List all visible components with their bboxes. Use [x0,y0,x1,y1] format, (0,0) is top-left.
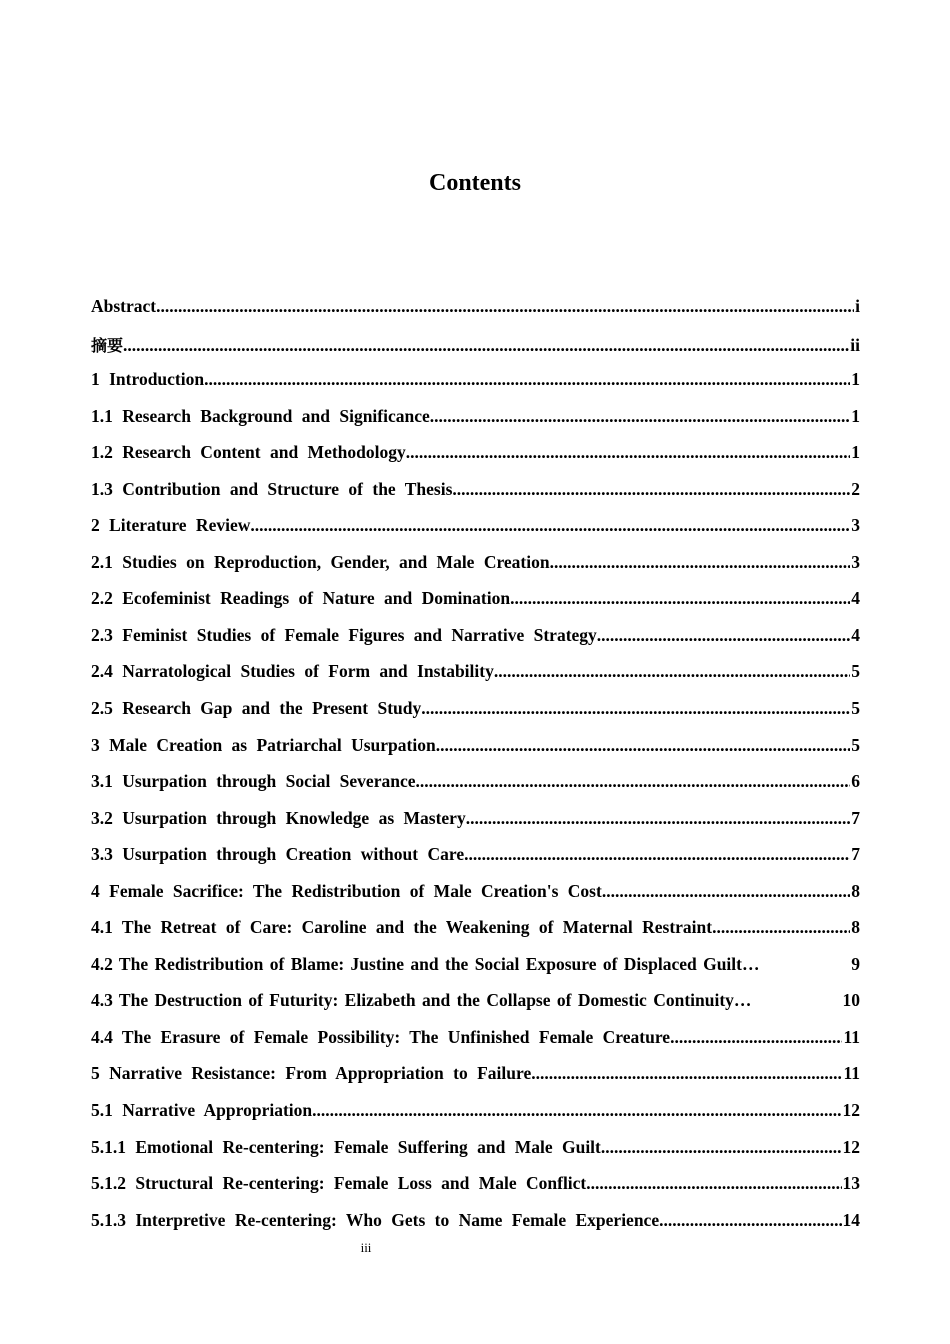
toc-entry-label: 5.1.3 Interpretive Re-centering: Who Gets to Name Female Experience [91,1209,660,1230]
toc-leader-dots [510,588,850,609]
toc-entry-label: 摘要 [91,335,124,355]
table-of-contents [91,296,860,1246]
toc-entry-label: 5.1.2 Structural Re-centering: Female Loss and Male Conflict [91,1173,587,1194]
toc-entry-page: 2 [851,478,860,499]
toc-entry-page: 5 [851,698,860,719]
toc-entry-page: 5 [851,661,860,682]
toc-leader-dots [601,1137,842,1158]
toc-entry-5-1[interactable] [91,1100,860,1137]
toc-entry-label: 2 Literature Review [91,515,251,536]
toc-entry-label: 4.1 The Retreat of Care: Caroline and the Weakening of Maternal Restraint [91,917,713,938]
toc-entry-label: 3.1 Usurpation through Social Severance [91,771,416,792]
toc-entry-4-4[interactable] [91,1027,860,1064]
toc-entry-page: 14 [842,1209,860,1230]
toc-entry-page: 8 [851,880,860,901]
toc-leader-dots [250,515,850,536]
toc-leader-dots [430,406,850,427]
toc-entry-page: 3 [851,515,860,536]
toc-entry-1-3[interactable] [91,479,860,516]
toc-entry-1-1[interactable] [91,406,860,443]
toc-entry-4-1[interactable] [91,917,860,954]
toc-entry-page: 6 [851,771,860,792]
toc-entry-page: i [855,296,860,316]
toc-entry-label: 4.4 The Erasure of Female Possibility: The Unfinished Female Creature [91,1026,671,1047]
toc-entry-page: 1 [851,405,860,426]
toc-entry-page: 8 [851,917,860,938]
toc-entry-1[interactable] [91,369,860,406]
toc-leader-dots [156,296,854,317]
page-title: Contents [428,170,521,196]
toc-entry-label: 5 Narrative Resistance: From Appropriation to Failure [91,1063,532,1084]
toc-leader-dots [602,881,850,902]
toc-entry-page: 11 [843,1026,860,1047]
toc-entry-3-1[interactable] [91,771,860,808]
toc-entry-label: 3 Male Creation as Patriarchal Usurpation [91,734,436,755]
toc-leader-dots [586,1173,841,1194]
toc-leader-dots [531,1063,842,1084]
toc-entry-label: 5.1.1 Emotional Re-centering: Female Suffering and Male Guilt [91,1136,601,1157]
toc-entry-2-3[interactable] [91,625,860,662]
toc-entry-2-4[interactable] [91,661,860,698]
toc-entry-page: 7 [851,844,860,865]
toc-entry-page: 3 [851,551,860,572]
toc-leader-dots [742,954,850,975]
toc-entry-label: 1 Introduction [91,369,205,390]
toc-entry-page: 12 [842,1100,860,1121]
toc-leader-dots [659,1210,841,1231]
toc-entry-label: 1.2 Research Content and Methodology [91,442,406,463]
toc-entry-5[interactable] [91,1063,860,1100]
page-number: iii [360,1240,372,1255]
toc-entry-label: 4.3 The Destruction of Futurity: Elizabeth and the Collapse of Domestic Continuity [91,990,734,1011]
toc-entry-2[interactable] [91,515,860,552]
toc-entry-page: ii [850,334,860,355]
toc-entry-4-2[interactable] [91,954,860,991]
toc-entry-label: 2.4 Narratological Studies of Form and Instability [91,661,494,682]
toc-entry-page: 10 [842,990,860,1011]
toc-entry-2-1[interactable] [91,552,860,589]
toc-entry-3-2[interactable] [91,808,860,845]
toc-entry-label: Abstract [91,296,157,316]
toc-leader-dots [436,735,851,756]
toc-entry-page: 4 [851,588,860,609]
toc-entry-label: 3.2 Usurpation through Knowledge as Mastery [91,807,466,828]
toc-entry-label: 4 Female Sacrifice: The Redistribution of Male Creation's Cost [91,880,602,901]
toc-entry-label: 2.2 Ecofeminist Readings of Nature and Domination [91,588,511,609]
toc-entry-page: 1 [851,369,860,390]
toc-entry-2-5[interactable] [91,698,860,735]
toc-entry-page: 4 [851,624,860,645]
toc-entry-label: 1.3 Contribution and Structure of the Thesis [91,478,453,499]
toc-entry-4-3[interactable] [91,990,860,1027]
toc-leader-dots [734,990,842,1011]
toc-entry-label: 2.5 Research Gap and the Present Study [91,698,422,719]
toc-entry-abstract[interactable] [91,296,860,333]
toc-entry-label: 2.1 Studies on Reproduction, Gender, and Male Creation [91,551,550,572]
toc-entry-label: 5.1 Narrative Appropriation [91,1100,313,1121]
toc-leader-dots [421,698,850,719]
toc-leader-dots [464,844,850,865]
toc-entry-page: 1 [851,442,860,463]
toc-entry-label: 4.2 The Redistribution of Blame: Justine and the Social Exposure of Displaced Guilt [91,953,742,974]
toc-leader-dots [415,771,850,792]
toc-leader-dots [712,917,850,938]
toc-entry-page: 11 [843,1063,860,1084]
toc-entry-label: 3.3 Usurpation through Creation without Care [91,844,465,865]
toc-leader-dots [204,369,850,390]
toc-leader-dots [312,1100,841,1121]
toc-entry-label: 1.1 Research Background and Significance [91,405,430,426]
toc-entry-chinese-abstract[interactable] [91,333,860,370]
toc-entry-3-3[interactable] [91,844,860,881]
toc-leader-dots [670,1027,842,1048]
toc-entry-5-1-2[interactable] [91,1173,860,1210]
toc-entry-page: 13 [842,1173,860,1194]
toc-entry-2-2[interactable] [91,588,860,625]
toc-entry-1-2[interactable] [91,442,860,479]
toc-entry-page: 12 [842,1136,860,1157]
toc-leader-dots [123,335,849,356]
toc-entry-5-1-1[interactable] [91,1137,860,1174]
toc-leader-dots [597,625,850,646]
toc-entry-page: 7 [851,807,860,828]
toc-entry-page: 5 [851,734,860,755]
toc-entry-3[interactable] [91,735,860,772]
toc-entry-4[interactable] [91,881,860,918]
toc-leader-dots [550,552,851,573]
toc-leader-dots [406,442,851,463]
toc-entry-page: 9 [851,953,860,974]
toc-entry-label: 2.3 Feminist Studies of Female Figures and Narrative Strategy [91,624,597,645]
toc-entry-5-1-3[interactable] [91,1210,860,1247]
toc-leader-dots [452,479,850,500]
toc-leader-dots [494,661,850,682]
toc-leader-dots [466,808,851,829]
